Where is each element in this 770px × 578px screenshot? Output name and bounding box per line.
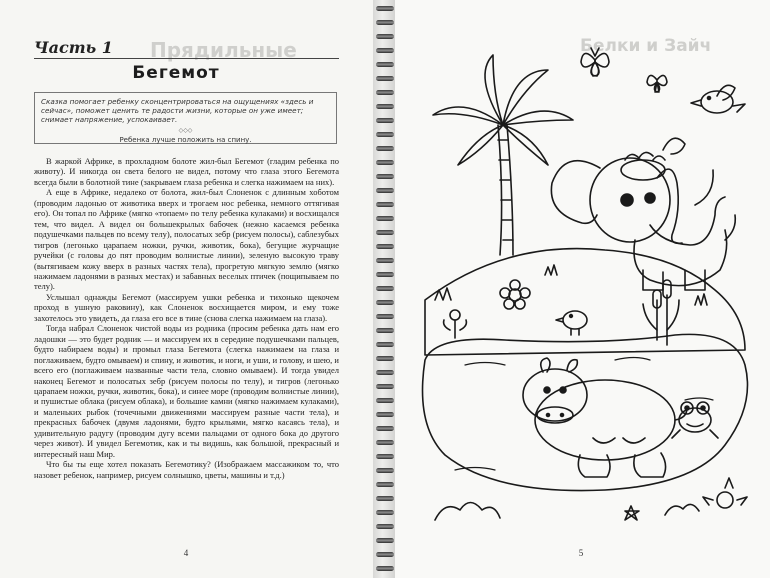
spiral-ring — [376, 20, 394, 25]
ornament-divider: ◇◇◇ — [178, 126, 193, 134]
spiral-ring — [376, 524, 394, 529]
spiral-ring — [376, 300, 394, 305]
spiral-ring — [376, 538, 394, 543]
flower-icon — [444, 310, 467, 338]
paragraph: Что бы ты еще хотел показать Бегемотику? (Изображаем массажиком то, что назовет ребенок, например, рисуем солнышко, цветы, машины и т.д.) — [34, 459, 339, 480]
coloring-illustration — [395, 0, 770, 540]
left-page — [0, 0, 375, 578]
spiral-ring — [376, 174, 394, 179]
elephant — [551, 138, 735, 290]
bushes — [435, 503, 699, 521]
part-label: Часть 1 — [34, 38, 113, 57]
palm-tree — [433, 55, 573, 255]
spiral-ring — [376, 468, 394, 473]
spiral-ring — [376, 356, 394, 361]
spiral-ring — [376, 160, 394, 165]
bleed-through-title: Белки и Зайч — [580, 36, 712, 56]
spiral-ring — [376, 48, 394, 53]
spiral-ring — [376, 258, 394, 263]
spiral-ring — [376, 272, 394, 277]
spiral-ring — [376, 510, 394, 515]
flower-icon — [500, 280, 530, 309]
spiral-ring — [376, 440, 394, 445]
spiral-ring — [376, 398, 394, 403]
spiral-ring — [376, 62, 394, 67]
spiral-ring — [376, 370, 394, 375]
frog — [672, 402, 718, 438]
bird-icon — [691, 85, 745, 113]
page-number: 4 — [183, 548, 189, 558]
paragraph: Тогда набрал Слоненок чистой воды из родника (просим ребенка дать нам его ладошки — это будет родник — и массируем их в середине подушечками пальцев, будто набираем воды) и промыл глаза Бегемота (слегка нажимаем на глаза и поглаживаем, будто омываем) и спину, и животик, и ноги, и уши, и голову, и шею, и всего его (поглаживаем названные части тела, словно омываем). И тогда увидел наконец Бегемот и полосатых зебр (рисуем полосы по телу), и тигров (легонько царапаем ножки, ручки, животик, бока), и синее море (проводим волнистые линии), и пушистые облака (рисуем облака), и большие камни (мягко нажимаем кулаками), и маленьких рыбок (точечными движениями массируем разные части тела), и прекрасных бабочек (двумя ладонями, будто крыльями, мягко касаясь тела), и удивительную радугу (проводим дугу всеми пальцами от одного бока до другого через живот). И увидел Бегемотик, как и ты видишь, как большой, прекрасный и интересный наш Мир. — [34, 323, 339, 459]
spiral-ring — [376, 384, 394, 389]
butterfly-icon — [581, 48, 609, 76]
spiral-ring — [376, 314, 394, 319]
bleed-through-title: Прядильные — [150, 38, 297, 62]
flower-icon — [703, 478, 747, 508]
spiral-ring — [376, 132, 394, 137]
spiral-ring — [376, 244, 394, 249]
spiral-ring — [376, 412, 394, 417]
paragraph: А еще в Африке, недалеко от болота, жил-был Слоненок с длинным хоботом (проводим ладонью от животика вверх и трогаем нос ребенка, немного оттягивая его). Он топал по Африке (мягко «топаем» по телу ребенка кулаками) и восхищался тем, что видел. А видел он большекрылых бабочек (нежно касаемся ребенка подушечками пальцев по всему телу), полосатых зебр (рисуем полосы), саблезубых тигров (легонько царапаем ножки, ручки, животик, бока), бегущие журчащие ручейки (с головы до пят проводим волнистые линии), зеленую высокую траву (вытягиваем кожу вверх в разных частях тела), прогретую мягкую землю (мягко нажимаем ладонями в разных местах) и забавных веселых птичек (пощипываем по телу). — [34, 187, 339, 292]
spiral-ring — [376, 34, 394, 39]
spiral-ring — [376, 188, 394, 193]
page-number: 5 — [578, 548, 584, 558]
paragraph: Услышал однажды Бегемот (массируем ушки ребенка и тихонько щекочем проход в ушную раковину), как Слоненок восхищается миром, и ему тоже захотелось это увидеть, да глаза его все в тине (снова слегка нажимаем на глаза). — [34, 291, 339, 323]
spiral-ring — [376, 76, 394, 81]
spiral-ring — [376, 230, 394, 235]
spiral-ring — [376, 216, 394, 221]
story-title: Бегемот — [132, 63, 220, 83]
part-divider — [34, 58, 339, 59]
spiral-ring — [376, 496, 394, 501]
spiral-ring — [376, 328, 394, 333]
spiral-ring — [376, 482, 394, 487]
spiral-ring — [376, 426, 394, 431]
right-page — [395, 0, 770, 578]
spiral-ring — [376, 454, 394, 459]
story-body — [34, 156, 339, 480]
bird-icon — [556, 311, 587, 335]
paragraph: В жаркой Африке, в прохладном болоте жил-был Бегемот (гладим ребенка по животу). И никогда он света белого не видел, потому что глаза этого Бегемота всегда были в болотной тине (закрываем глаза ребенка и слегка нажимаем на них). — [34, 156, 339, 187]
spiral-ring — [376, 202, 394, 207]
spiral-ring — [376, 118, 394, 123]
spiral-ring — [376, 104, 394, 109]
intro-box — [34, 92, 337, 144]
spiral-binding — [373, 0, 397, 578]
spiral-ring — [376, 6, 394, 11]
intro-text: Сказка помогает ребенку сконцентрироваться на ощущениях «здесь и сейчас», поможет ценить те радости жизни, которые он уже имеет; снимает напряжение, успокаивает. — [41, 97, 314, 125]
spiral-ring — [376, 552, 394, 557]
spiral-ring — [376, 342, 394, 347]
hippo — [523, 358, 687, 477]
flower-icon — [625, 506, 639, 520]
spiral-ring — [376, 286, 394, 291]
spiral-ring — [376, 566, 394, 571]
spiral-ring — [376, 90, 394, 95]
butterfly-icon — [647, 75, 667, 92]
intro-note: Ребенка лучше положить на спину. — [119, 135, 252, 144]
spiral-ring — [376, 146, 394, 151]
